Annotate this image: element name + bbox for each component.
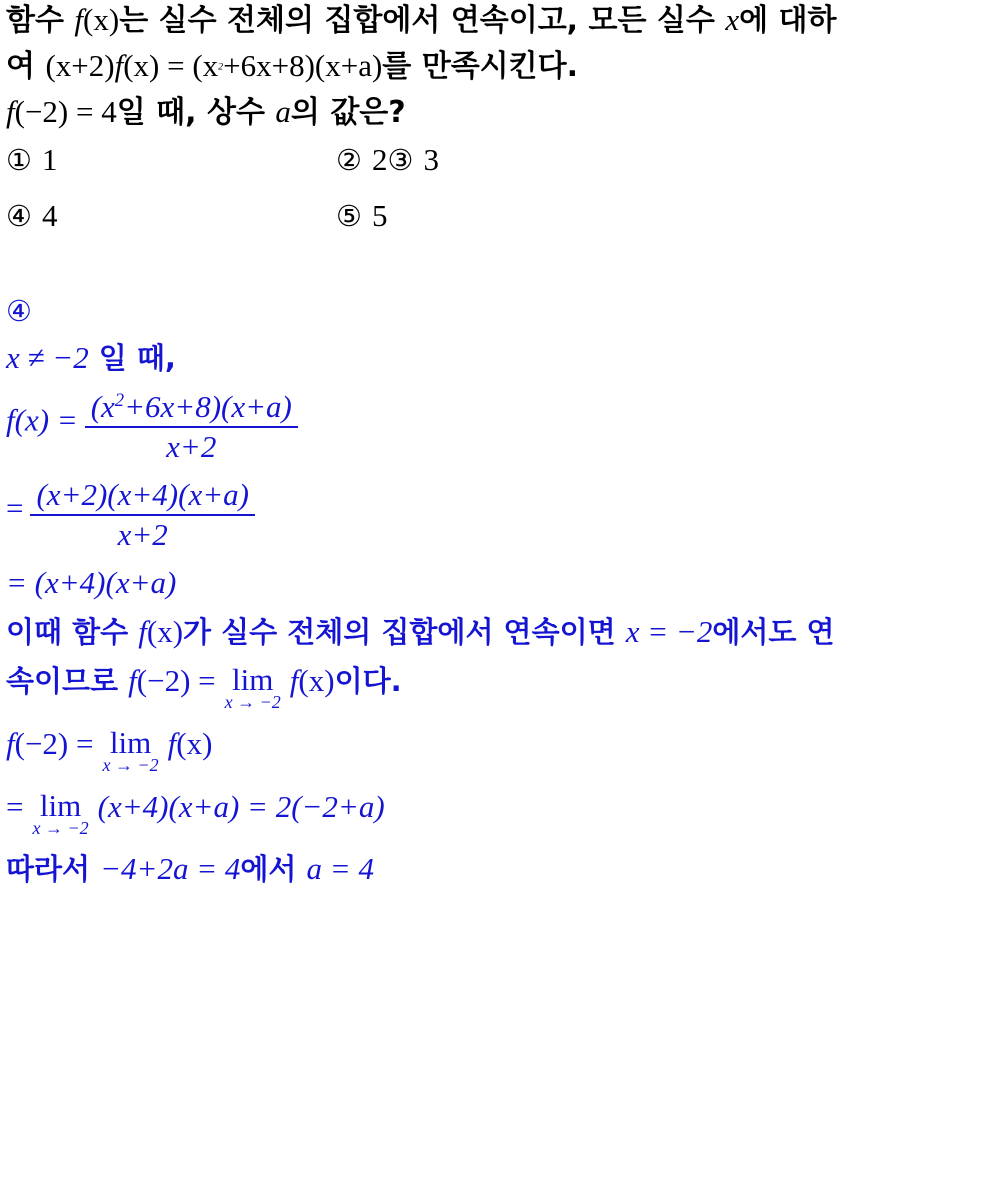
solution-line-9 (6, 853, 987, 886)
solution-line2-f: f (6, 402, 15, 438)
solution-line5-math: x = −2 (625, 613, 713, 649)
solution-line6-limit (225, 664, 281, 711)
problem-line3-text-b: 의 값은? (290, 95, 406, 130)
choice-4[interactable] (6, 198, 336, 234)
solution-line9-kr-b: 에서 (240, 852, 307, 887)
problem-line2-f: f (114, 48, 124, 83)
solution-line3-denominator: x+2 (117, 516, 168, 552)
problem-line2-math-1: (x+2) (45, 48, 115, 83)
problem-line1-fx: (x) (83, 2, 120, 37)
solution-line-6 (6, 664, 987, 711)
solution-line2-lhs: (x) = (14, 402, 78, 438)
choice-2[interactable] (336, 142, 388, 178)
solution-line3-numerator: (x+2)(x+4)(x+a) (30, 479, 254, 516)
solution-line6-f2: f (289, 663, 299, 699)
choice-4-value: 4 (42, 198, 58, 233)
problem-statement (0, 0, 993, 234)
solution-line9-kr-a: 따라서 (6, 852, 101, 887)
solution-line-1 (6, 342, 987, 375)
solution-line7-limit-op: lim (109, 725, 152, 761)
choice-1-value: 1 (42, 142, 58, 177)
choice-3[interactable] (388, 142, 440, 178)
problem-line3-math: (−2) = 4 (14, 94, 117, 129)
solution-line6-kr-a: 속이므로 (6, 664, 129, 699)
solution-line-3 (6, 479, 987, 551)
solution-line4-math: = (x+4)(x+a) (6, 565, 177, 601)
problem-line1-text-b: 는 실수 전체의 집합에서 연속이고, 모든 실수 (119, 3, 726, 38)
solution-line8-equals: = (6, 789, 24, 825)
solution-line7-f2: f (167, 726, 177, 762)
solution-line5-kr-b: 가 실수 전체의 집합에서 연속이면 (183, 614, 626, 649)
problem-line2-math-2: (x) = (x (123, 48, 219, 83)
solution-line7-limit-sub: x → −2 (102, 755, 159, 776)
solution-line6-limit-sub: x → −2 (224, 692, 281, 713)
solution-line8-limit-sub: x → −2 (32, 818, 89, 839)
solution-line2-fraction (85, 388, 298, 464)
solution-line-4 (6, 567, 987, 600)
solution-line5-f: f (138, 613, 147, 649)
solution-line2-num-2: +6x+8)(x+a) (124, 388, 292, 424)
solution-line6-limit-op: lim (232, 662, 274, 698)
problem-line-3 (6, 96, 987, 128)
problem-line-1 (6, 4, 987, 36)
solution-line5-kr-a: 이때 함수 (6, 614, 139, 649)
solution-line2-num-1: (x (90, 388, 115, 424)
solution-line9-math-b: a = 4 (306, 851, 374, 887)
solution-line7-b: (x) (176, 726, 213, 762)
solution-line5-kr-c: 에서도 연 (712, 614, 835, 649)
solution-line7-f: f (6, 726, 15, 762)
choice-1-marker: ① (6, 143, 32, 177)
solution-line-7 (6, 727, 987, 774)
solution-line2-num-exponent: 2 (114, 389, 125, 411)
solution-line8-rest: (x+4)(x+a) = 2(−2+a) (97, 789, 385, 825)
solution-line-5 (6, 613, 987, 649)
choice-4-marker: ④ (6, 199, 32, 233)
solution-line-8 (6, 790, 987, 837)
solution-line2-denominator: x+2 (166, 428, 217, 464)
choice-5[interactable] (336, 198, 388, 234)
problem-line2-exponent: 2 (218, 61, 224, 73)
problem-line3-text-a: 일 때, 상수 (116, 95, 276, 130)
answer-marker: ④ (6, 294, 32, 328)
choice-row-1 (6, 142, 987, 178)
problem-line1-text-a: 함수 (6, 3, 75, 38)
solution-line6-kr-b: 이다. (334, 664, 402, 699)
problem-line2-math-3: +6x+8)(x+a) (223, 48, 383, 83)
problem-line-2 (6, 50, 987, 82)
solution-line8-limit-op: lim (39, 788, 82, 824)
solution-line5-fx: (x) (146, 613, 184, 649)
solution-block (0, 296, 993, 886)
solution-line3-equals: = (6, 490, 24, 526)
problem-line1-x: x (725, 2, 740, 37)
problem-line1-f: f (74, 2, 84, 37)
solution-line7-limit (103, 727, 159, 774)
choice-5-marker: ⑤ (336, 199, 362, 233)
choice-row-2 (6, 198, 987, 234)
problem-line2-text-a: 여 (6, 49, 46, 84)
problem-line3-f: f (6, 94, 15, 129)
problem-line2-text-b: 를 만족시킨다. (382, 49, 579, 84)
solution-line8-limit (32, 790, 88, 837)
solution-line6-math-b: (x) (298, 663, 335, 699)
solution-answer (6, 296, 987, 326)
solution-line6-math-a: (−2) = (136, 663, 216, 699)
solution-line1-math: x ≠ −2 (6, 340, 89, 376)
solution-line2-numerator (85, 388, 298, 428)
choice-3-marker: ③ (387, 143, 414, 177)
problem-line1-text-c: 에 대하 (739, 3, 837, 38)
choice-2-value: 2 (372, 142, 388, 177)
problem-line3-const: a (275, 94, 291, 129)
solution-line6-f: f (128, 663, 137, 699)
choice-3-value: 3 (423, 142, 439, 177)
solution-line3-fraction (30, 479, 254, 551)
choice-2-marker: ② (336, 143, 362, 177)
choice-5-value: 5 (372, 198, 388, 233)
choice-1[interactable] (6, 142, 336, 178)
solution-line7-a: (−2) = (14, 726, 94, 762)
solution-line-2 (6, 388, 987, 464)
solution-line1-kr: 일 때, (98, 341, 176, 376)
solution-line9-math-a: −4+2a = 4 (100, 851, 241, 887)
choice-list (6, 142, 987, 234)
